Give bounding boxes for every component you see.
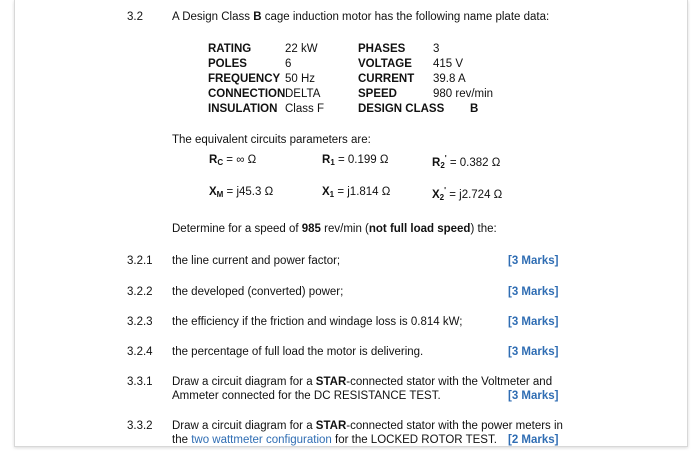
determine-line: Determine for a speed of 985 rev/min (not full load speed) the: xyxy=(172,223,497,235)
nameplate-poles-value: 6 xyxy=(285,58,292,70)
param-xm: $X_M = j45.3$ Ω xyxy=(209,186,274,199)
param-x1: $X_1 = j1.814$ Ω xyxy=(322,186,391,199)
nameplate-frequency-label: FREQUENCY xyxy=(208,73,281,85)
item-marks: [3 Marks] xyxy=(508,286,559,298)
item-number: 3.2.2 xyxy=(127,286,153,298)
item-number: 3.2.4 xyxy=(127,346,153,358)
item-text: the percentage of full load the motor is delivering. xyxy=(172,346,424,358)
item-marks: [3 Marks] xyxy=(508,316,559,328)
item-number: 3.2.1 xyxy=(127,255,153,267)
question-number: 3.2 xyxy=(127,11,143,23)
item-text-line2: Ammeter connected for the DC RESISTANCE TEST. xyxy=(172,390,441,402)
nameplate-current-label: CURRENT xyxy=(358,73,415,85)
param-x2: $X_2' = j2.724$ Ω xyxy=(432,186,503,202)
item-text: the developed (converted) power; xyxy=(172,286,344,298)
item-marks: [2 Marks] xyxy=(508,434,559,446)
nameplate-phases-label: PHASES xyxy=(358,43,406,55)
item-number: 3.3.1 xyxy=(127,376,153,388)
nameplate-poles-label: POLES xyxy=(208,58,247,70)
circuit-heading: The equivalent circuits parameters are: xyxy=(172,134,371,146)
nameplate-frequency-value: 50 Hz xyxy=(285,73,316,85)
item-number: 3.2.3 xyxy=(127,316,153,328)
item-text-line1: Draw a circuit diagram for a STAR-connected stator with the power meters in xyxy=(172,420,563,432)
nameplate-design-class-value: B xyxy=(470,103,479,115)
param-rc: $R_C$ = ∞ Ω xyxy=(209,154,257,167)
item-marks: [3 Marks] xyxy=(508,255,559,267)
item-marks: [3 Marks] xyxy=(508,346,559,358)
nameplate-design-class-label: DESIGN CLASS xyxy=(358,103,445,115)
param-r2: $R_2' = 0.382$ Ω xyxy=(432,154,501,170)
nameplate-speed-value: 980 rev/min xyxy=(433,88,494,100)
nameplate-voltage-label: VOLTAGE xyxy=(358,58,412,70)
nameplate-insulation-value: Class F xyxy=(285,103,324,115)
nameplate-phases-value: 3 xyxy=(433,43,440,55)
question-intro: A Design Class B cage induction motor has the following name plate data: xyxy=(172,11,550,23)
nameplate-connection-value: DELTA xyxy=(285,88,321,100)
item-text: the line current and power factor; xyxy=(172,255,341,267)
nameplate-voltage-value: 415 V xyxy=(433,58,464,70)
param-r1: $R_1 = 0.199$ Ω xyxy=(322,154,389,167)
item-text-line2: the two wattmeter configuration for the LOCKED ROTOR TEST. xyxy=(172,434,497,446)
nameplate-connection-label: CONNECTION xyxy=(208,88,286,100)
item-number: 3.3.2 xyxy=(127,420,153,432)
item-marks: [3 Marks] xyxy=(508,390,559,402)
item-text-line1: Draw a circuit diagram for a STAR-connected stator with the Voltmeter and xyxy=(172,376,553,388)
nameplate-rating-label: RATING xyxy=(208,43,252,55)
nameplate-current-value: 39.8 A xyxy=(433,73,466,85)
item-text: the efficiency if the friction and windage loss is 0.814 kW; xyxy=(172,316,463,328)
nameplate-speed-label: SPEED xyxy=(358,88,397,100)
nameplate-insulation-label: INSULATION xyxy=(208,103,278,115)
nameplate-rating-value: 22 kW xyxy=(285,43,318,55)
